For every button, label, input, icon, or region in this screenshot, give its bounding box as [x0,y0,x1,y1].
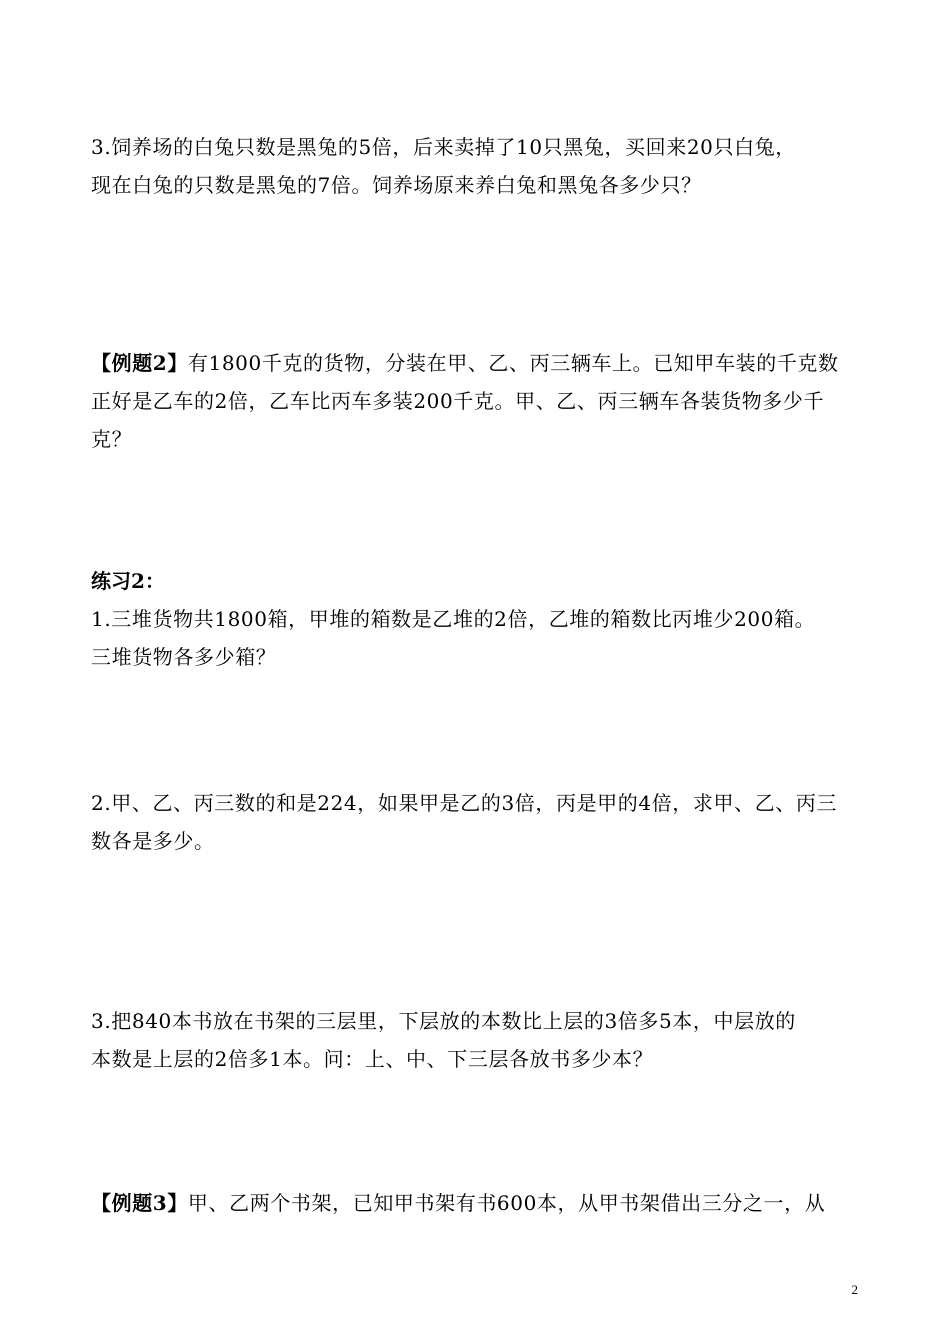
example-2 [91,344,866,458]
example-2-label: 【例题2】 [91,351,188,375]
practice-2-q1-line-2: 三堆货物各多少箱？ [91,645,277,669]
example-3-label: 【例题3】 [91,1191,188,1215]
practice-2-question-3 [91,1002,866,1078]
practice-2-question-1 [91,600,866,676]
example-2-line-3: 克？ [91,427,133,451]
practice-2-q2-line-2: 数各是多少。 [91,829,215,853]
practice-2-q3-line-1: 3.把840本书放在书架的三层里，下层放的本数比上层的3倍多5本，中层放的 [91,1009,796,1033]
practice-2-q1-line-1: 1.三堆货物共1800箱，甲堆的箱数是乙堆的2倍，乙堆的箱数比丙堆少200箱。 [91,607,816,631]
page-number: 2 [851,1282,858,1297]
practice-2-q3-line-2: 本数是上层的2倍多1本。问：上、中、下三层各放书多少本？ [91,1047,654,1071]
example-3-line-1 [91,1184,866,1222]
practice-2-q2-line-1: 2.甲、乙、丙三数的和是224，如果甲是乙的3倍，丙是甲的4倍，求甲、乙、丙三 [91,791,838,815]
problem-3-line-1: 3.饲养场的白兔只数是黑兔的5倍，后来卖掉了10只黑兔，买回来20只白兔， [91,135,796,159]
practice-2-question-2 [91,784,866,860]
problem-3-line-2: 现在白兔的只数是黑兔的7倍。饲养场原来养白兔和黑兔各多少只？ [91,173,702,197]
example-3-line-1-text: 甲、乙两个书架，已知甲书架有书600本，从甲书架借出三分之一，从 [187,1191,826,1215]
example-2-line-1 [91,344,866,382]
problem-3-rabbits [91,128,866,204]
example-2-line-1-text: 有1800千克的货物，分装在甲、乙、丙三辆车上。已知甲车装的千克数 [187,351,839,375]
example-2-line-2: 正好是乙车的2倍，乙车比丙车多装200千克。甲、乙、丙三辆车各装货物多少千 [91,389,825,413]
practice-2-heading: 练习2： [91,569,165,593]
example-3 [91,1184,866,1222]
